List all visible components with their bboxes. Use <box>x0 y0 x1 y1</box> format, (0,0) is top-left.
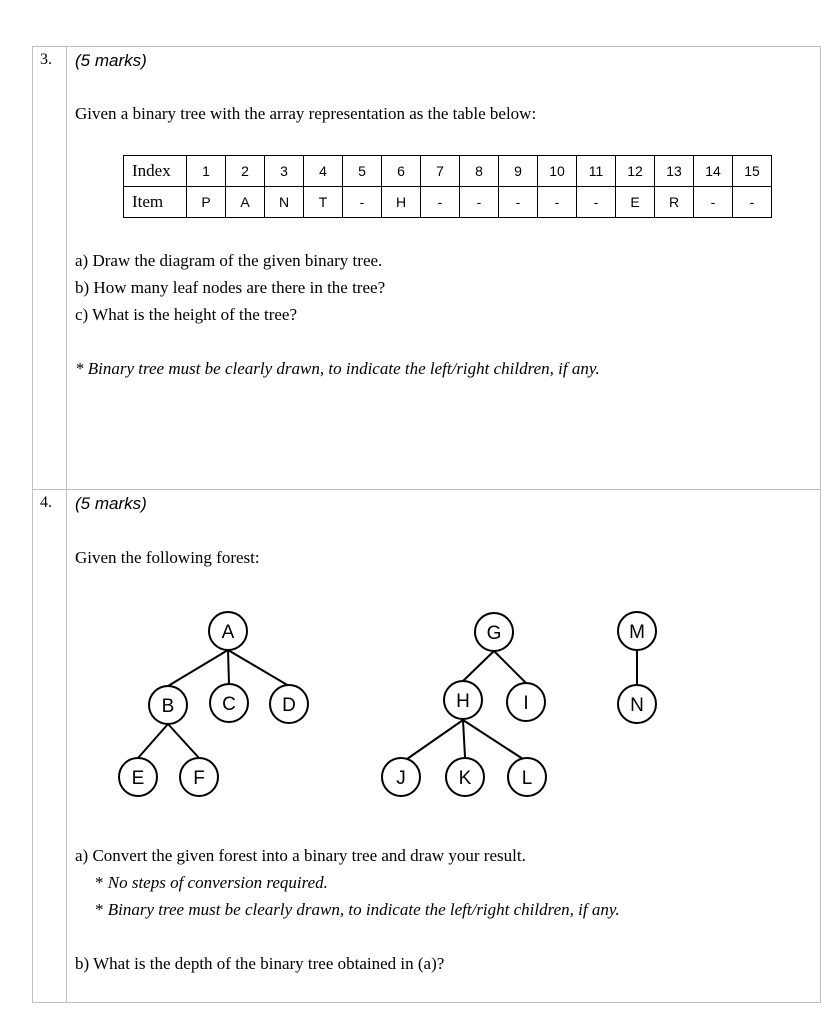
edge-a-b <box>168 650 228 686</box>
item-cell: - <box>733 187 772 218</box>
q3-number: 3. <box>40 51 52 68</box>
edge-h-k <box>463 720 465 757</box>
node-e-label: E <box>131 768 145 789</box>
q4-intro: Given the following forest: <box>75 548 260 567</box>
q4-note-2-star: * <box>95 900 108 919</box>
node-l-label: L <box>521 768 533 789</box>
item-cell: A <box>226 187 265 218</box>
item-cell: - <box>538 187 577 218</box>
edge-a-d <box>228 650 289 686</box>
node-b-label: B <box>161 696 175 717</box>
item-cell: - <box>343 187 382 218</box>
q3-marks: (5 marks) <box>75 51 147 70</box>
index-cell: 11 <box>577 156 616 187</box>
index-cell: 4 <box>304 156 343 187</box>
node-i-label: I <box>523 693 529 714</box>
node-n-label: N <box>630 695 644 716</box>
index-cell: 9 <box>499 156 538 187</box>
index-cell: 13 <box>655 156 694 187</box>
q4-note-2-text: Binary tree must be clearly drawn, to indicate the left/right children, if any. <box>107 900 620 919</box>
node-j-label: J <box>396 768 406 789</box>
node-a-label: A <box>221 622 235 643</box>
index-cell: 3 <box>265 156 304 187</box>
q3-part-a: a) Draw the diagram of the given binary tree. <box>75 251 383 270</box>
item-cell: - <box>421 187 460 218</box>
index-cell: 8 <box>460 156 499 187</box>
q4-note-2 <box>95 900 620 920</box>
node-m-label: M <box>629 622 645 643</box>
item-cell: - <box>499 187 538 218</box>
node-d-label: D <box>282 695 296 716</box>
edge-b-f <box>168 724 199 758</box>
node-c-label: C <box>222 694 236 715</box>
item-cell: R <box>655 187 694 218</box>
node-h-label: H <box>456 691 470 712</box>
q3-note: * Binary tree must be clearly drawn, to indicate the left/right children, if any. <box>75 359 600 378</box>
node-g-label: G <box>486 623 502 644</box>
edge-g-i <box>494 651 526 683</box>
q3-part-b: b) How many leaf nodes are there in the tree? <box>75 278 386 297</box>
index-cell: 1 <box>187 156 226 187</box>
edge-b-e <box>138 724 168 758</box>
item-cell: N <box>265 187 304 218</box>
q4-marks: (5 marks) <box>75 494 147 513</box>
edge-h-j <box>407 720 463 759</box>
item-cell: P <box>187 187 226 218</box>
index-cell: 14 <box>694 156 733 187</box>
q4-part-b: b) What is the depth of the binary tree obtained in (a)? <box>75 954 445 973</box>
index-cell: 12 <box>616 156 655 187</box>
edge-g-h <box>463 651 494 681</box>
q4-number: 4. <box>40 494 52 511</box>
node-f-label: F <box>193 768 205 789</box>
q3-intro: Given a binary tree with the array representation as the table below: <box>75 104 537 123</box>
index-row-header: Index <box>124 156 187 187</box>
item-cell: E <box>616 187 655 218</box>
item-cell: - <box>460 187 499 218</box>
q4-part-a: a) Convert the given forest into a binary tree and draw your result. <box>75 846 526 865</box>
index-cell: 6 <box>382 156 421 187</box>
index-cell: 10 <box>538 156 577 187</box>
q4-note-1-star: * <box>95 873 108 892</box>
index-cell: 5 <box>343 156 382 187</box>
q4-note-1-text: No steps of conversion required. <box>107 873 328 892</box>
index-cell: 7 <box>421 156 460 187</box>
index-cell: 15 <box>733 156 772 187</box>
item-cell: T <box>304 187 343 218</box>
edge-h-l <box>463 720 523 759</box>
item-cell: - <box>694 187 733 218</box>
item-row-header: Item <box>124 187 187 218</box>
item-cell: - <box>577 187 616 218</box>
edge-a-c <box>228 650 229 684</box>
node-k-label: K <box>458 768 472 789</box>
index-cell: 2 <box>226 156 265 187</box>
q4-note-1 <box>95 873 328 893</box>
q3-part-c: c) What is the height of the tree? <box>75 305 298 324</box>
item-cell: H <box>382 187 421 218</box>
